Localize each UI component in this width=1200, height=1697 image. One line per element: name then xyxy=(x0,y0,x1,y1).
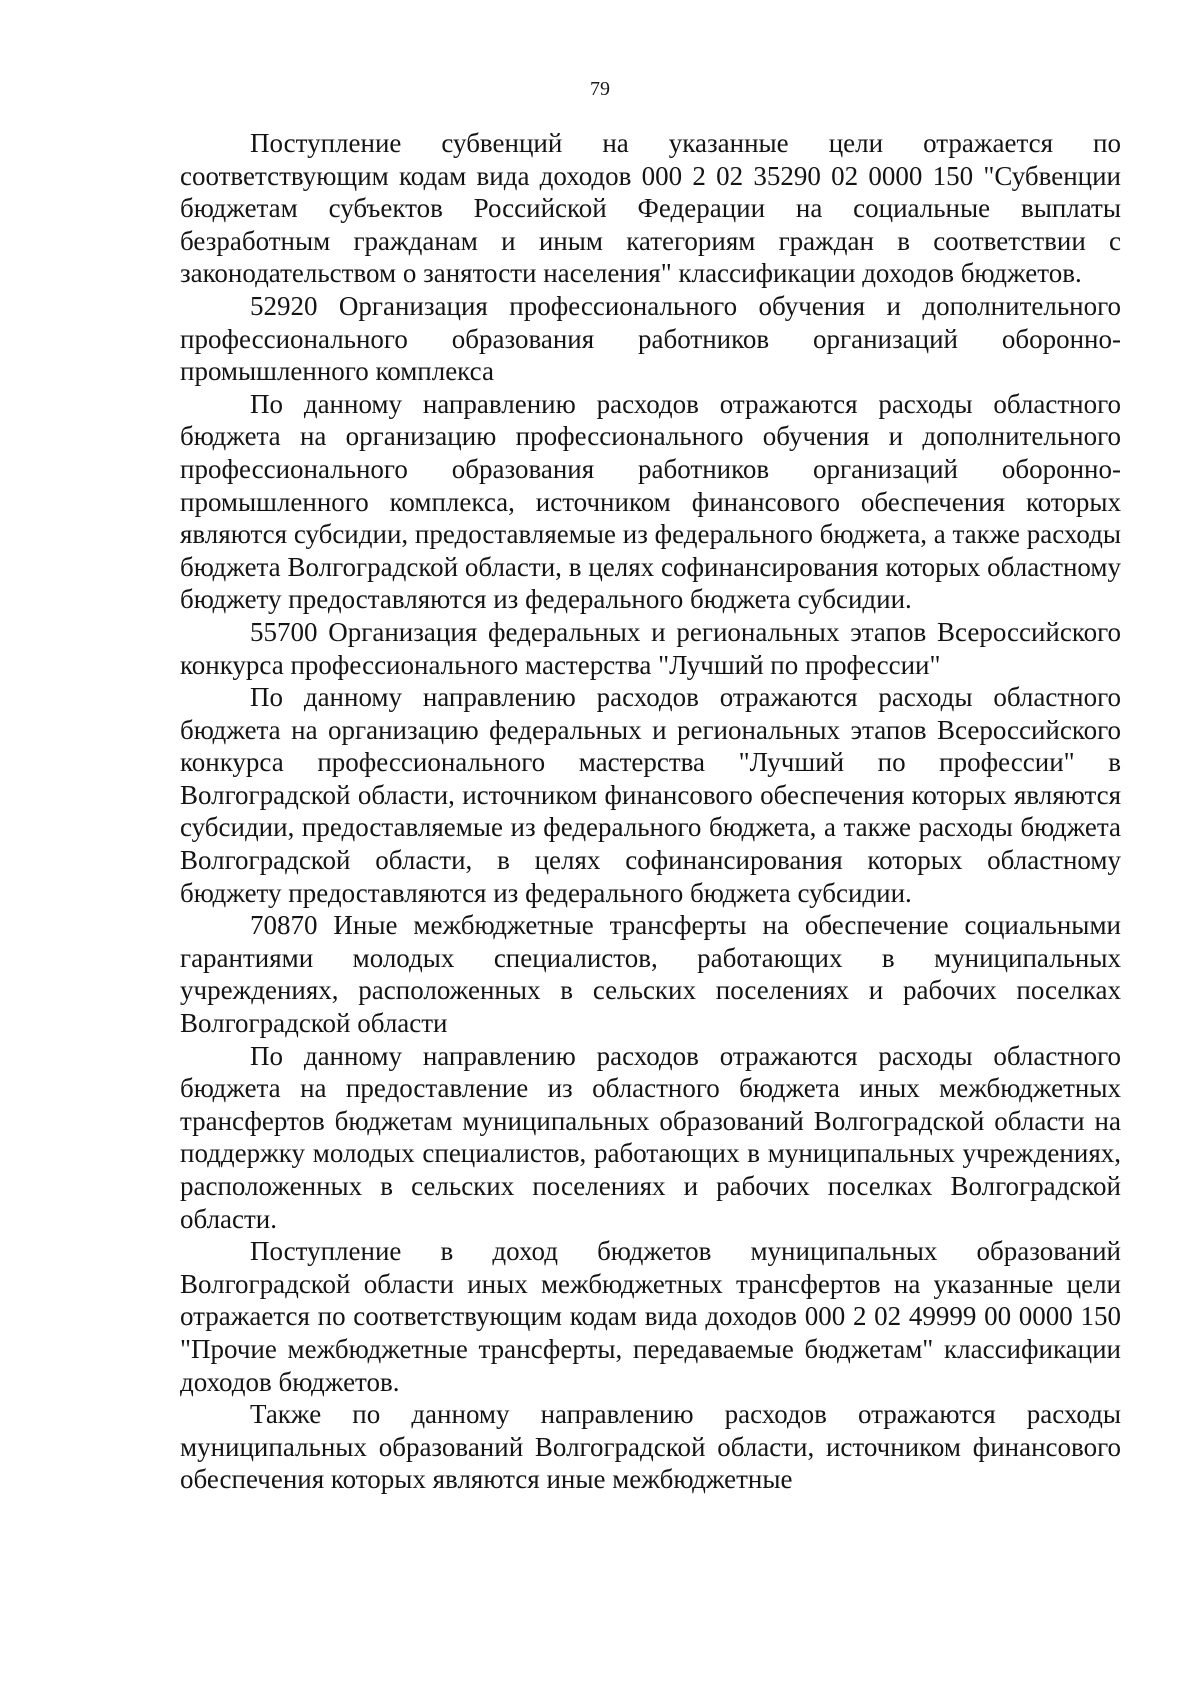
paragraph-52920-description: По данному направлению расходов отражаются расходы областного бюджета на организацию профессионального обучения и дополнительного профессионального образования работников организаций оборонно-промышленного комплекса, источником финансового обеспечения которых являются субсидии, предоставляемые из федерального бюджета, а также расходы бюджета Волгоградской области, в целях софинансирования которых областному бюджету предоставляются из федерального бюджета субсидии. xyxy=(180,388,1121,615)
paragraph-municipal-expenses: Также по данному направлению расходов отражаются расходы муниципальных образований Волгоградской области, источником финансового обеспечения которых являются иные межбюджетные xyxy=(180,1399,1121,1495)
document-body xyxy=(180,127,1121,1496)
paragraph-55700-description: По данному направлению расходов отражаются расходы областного бюджета на организацию федеральных и региональных этапов Всероссийского конкурса профессионального мастерства "Лучший по профессии" в Волгоградской области, источником финансового обеспечения которых являются субсидии, предоставляемые из федерального бюджета, а также расходы бюджета Волгоградской области, в целях софинансирования которых областному бюджету предоставляются из федерального бюджета субсидии. xyxy=(180,682,1121,908)
paragraph-heading-70870: 70870 Иные межбюджетные трансферты на обеспечение социальными гарантиями молодых специалистов, работающих в муниципальных учреждениях, расположенных в сельских поселениях и рабочих поселках Волгоградской области xyxy=(180,910,1121,1039)
paragraph-70870-description: По данному направлению расходов отражаются расходы областного бюджета на предоставление из областного бюджета иных межбюджетных трансфертов бюджетам муниципальных образований Волгоградской области на поддержку молодых специалистов, работающих в муниципальных учреждениях, расположенных в сельских поселениях и рабочих поселках Волгоградской области. xyxy=(180,1040,1121,1234)
paragraph-heading-52920: 52920 Организация профессионального обучения и дополнительного профессионального образования работников организаций оборонно-промышленного комплекса xyxy=(180,290,1121,387)
paragraph-subvention-income: Поступление субвенций на указанные цели отражается по соответствующим кодам вида доходов 000 2 02 35290 02 0000 150 "Субвенции бюджетам субъектов Российской Федерации на социальные выплаты безработным гражданам и иным категориям граждан в соответствии с законодательством о занятости населения" классификации доходов бюджетов. xyxy=(180,128,1121,289)
paragraph-heading-55700: 55700 Организация федеральных и региональных этапов Всероссийского конкурса профессионального мастерства "Лучший по профессии" xyxy=(180,616,1121,680)
page-number: 79 xyxy=(590,78,610,100)
paragraph-municipal-income: Поступление в доход бюджетов муниципальных образований Волгоградской области иных межбюджетных трансфертов на указанные цели отражается по соответствующим кодам вида доходов 000 2 02 49999 00 0000 150 "Прочие межбюджетные трансферты, передаваемые бюджетам" классификации доходов бюджетов. xyxy=(180,1236,1121,1397)
